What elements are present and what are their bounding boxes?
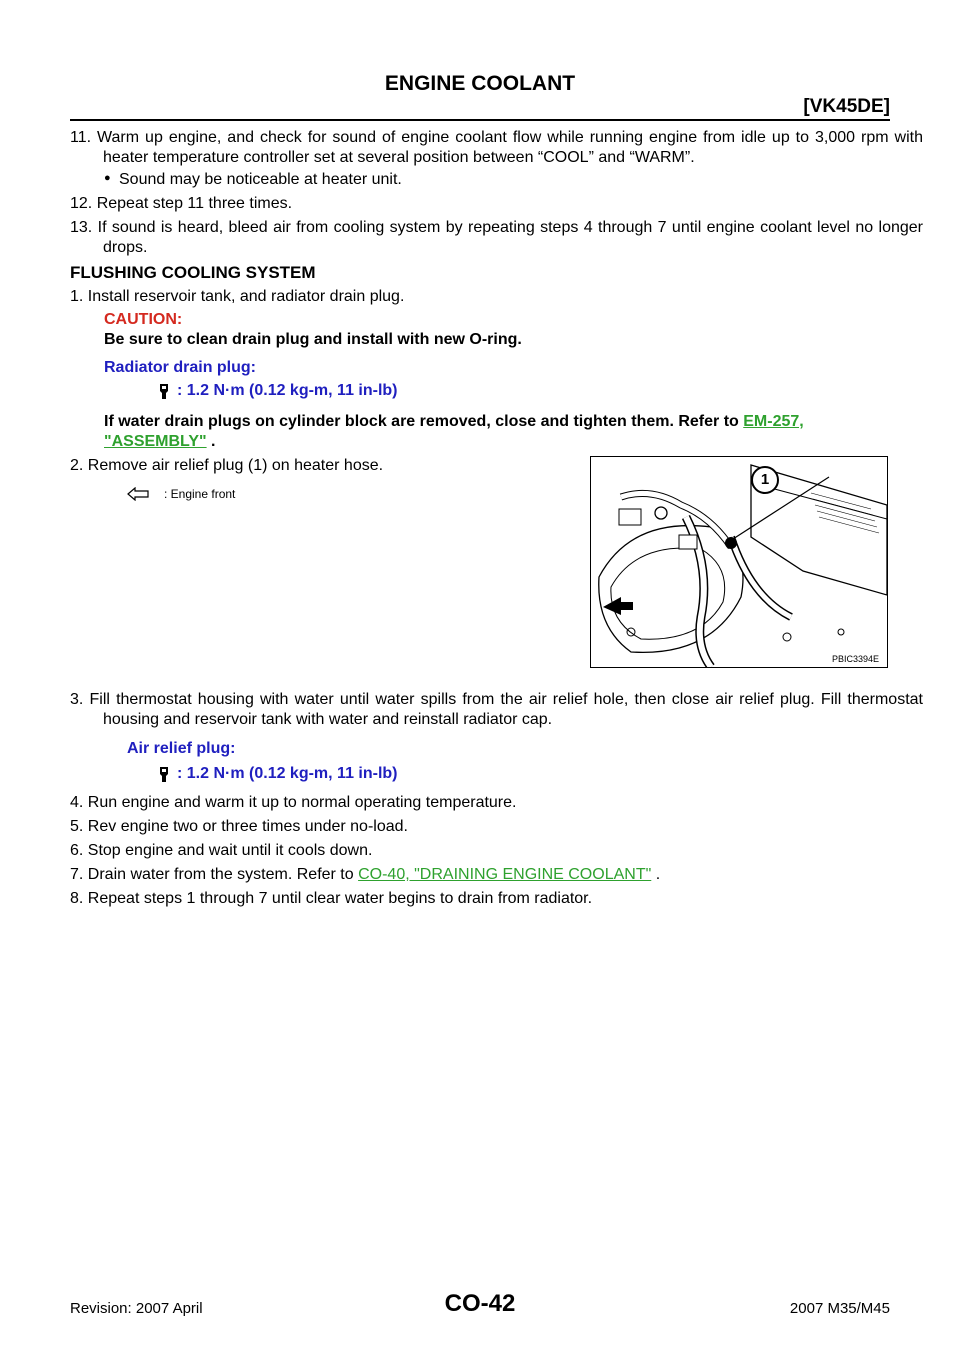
step-11: 11. Warm up engine, and check for sound of engine coolant flow while running engine from idle up to 3,000 rpm with heater temperature controller set at several position between “COOL” and “WARM”. (70, 129, 923, 166)
step-7-end: . (651, 866, 661, 883)
engine-front-legend: : Engine front (164, 487, 236, 501)
air-relief-plug-torque: : 1.2 N·m (0.12 kg-m, 11 in-lb) (177, 765, 398, 782)
flush-step-6: 6. Stop engine and wait until it cools down. (70, 842, 373, 859)
flush-step-1: 1. Install reservoir tank, and radiator drain plug. (70, 288, 405, 305)
note-end: . (206, 433, 216, 450)
air-relief-plug-label: Air relief plug: (127, 740, 236, 757)
radiator-drain-plug-torque: : 1.2 N·m (0.12 kg-m, 11 in-lb) (177, 382, 398, 399)
engine-bay-figure (590, 456, 888, 668)
co-40-link[interactable]: CO-40, "DRAINING ENGINE COOLANT" (358, 866, 652, 883)
engine-bay-illustration (591, 457, 887, 667)
page-title: ENGINE COOLANT (384, 72, 576, 95)
caution-text: Be sure to clean drain plug and install with new O-ring. (104, 331, 522, 348)
page-number: CO-42 (444, 1290, 516, 1317)
flush-step-8: 8. Repeat steps 1 through 7 until clear water begins to drain from radiator. (70, 890, 593, 907)
header-divider (70, 119, 890, 121)
caution-label: CAUTION: (104, 311, 183, 328)
step-7-text: 7. Drain water from the system. Refer to (70, 866, 359, 883)
footer-revision: Revision: 2007 April (70, 1300, 203, 1317)
flush-step-5: 5. Rev engine two or three times under no-load. (70, 818, 408, 835)
step-13: 13. If sound is heard, bleed air from cooling system by repeating steps 4 through 7 until engine coolant level no longer drops. (70, 219, 923, 256)
step-11-bullet: Sound may be noticeable at heater unit. (119, 171, 402, 188)
step-12: 12. Repeat step 11 three times. (70, 195, 293, 212)
section-heading: FLUSHING COOLING SYSTEM (70, 263, 316, 282)
torque-wrench-icon (157, 382, 171, 400)
flush-step-2: 2. Remove air relief plug (1) on heater hose. (70, 457, 384, 474)
torque-wrench-icon (157, 765, 171, 783)
flush-step-7 (70, 865, 890, 885)
assembly-link[interactable]: "ASSEMBLY" (104, 433, 207, 450)
cylinder-block-note (104, 412, 890, 452)
em-257-link[interactable]: EM-257, (743, 413, 804, 430)
bullet-icon: ● (104, 172, 111, 184)
flush-step-3: 3. Fill thermostat housing with water until water spills from the air relief hole, then close air relief plug. Fill thermostat housing and reservoir tank with water and reinstall radiator cap. (70, 691, 923, 728)
flush-step-4: 4. Run engine and warm it up to normal operating temperature. (70, 794, 517, 811)
callout-1: 1 (751, 466, 779, 494)
footer-model: 2007 M35/M45 (789, 1300, 890, 1317)
engine-front-arrow-icon (127, 487, 149, 501)
note-text: If water drain plugs on cylinder block are removed, close and tighten them. Refer to (104, 413, 744, 430)
radiator-drain-plug-label: Radiator drain plug: (104, 359, 256, 376)
engine-model-label: [VK45DE] (803, 96, 890, 117)
figure-code: PBIC3394E (831, 654, 879, 664)
